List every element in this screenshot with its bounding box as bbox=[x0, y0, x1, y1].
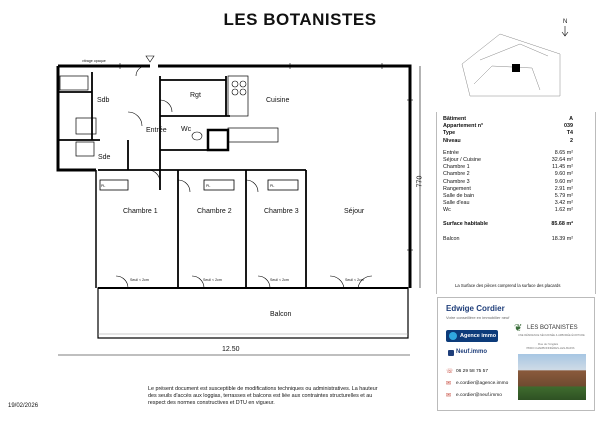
surfaces-table bbox=[443, 150, 573, 215]
brand-address: Rue de l'Anglais bbox=[538, 342, 559, 346]
agence-logo[interactable] bbox=[446, 330, 498, 342]
email-icon: ✉ bbox=[446, 393, 452, 399]
room-chambre1: Chambre 1 bbox=[123, 208, 158, 215]
surface-value: 32.64 m² bbox=[551, 157, 573, 164]
surface-label: Chambre 3 bbox=[443, 178, 470, 185]
neuf-logo[interactable]: Neuf.immo bbox=[456, 349, 488, 355]
room-sde: Sde bbox=[98, 154, 111, 161]
agent-name: Edwige Cordier bbox=[446, 304, 505, 313]
neuf-logo-icon bbox=[448, 350, 454, 356]
agent-email-1[interactable]: e.cordier@agence.immo bbox=[456, 381, 509, 386]
agence-logo-text: Agence immo bbox=[460, 332, 497, 339]
surface-value: 1.62 m² bbox=[554, 207, 573, 214]
brand-tagline: UNE RÉSIDENCE SÉCURISÉE & ARBORÉE ÉCRITURE bbox=[518, 334, 585, 337]
disclaimer: Le présent document est susceptible de modifications techniques ou administratives. La hauteur des seuils d'accès aux loggias, terrasses et balcons est liée aux contraintes structurelles et au respect des normes constructives et DTU en vigueur. bbox=[148, 386, 378, 406]
surface-value: 3.42 m² bbox=[554, 200, 573, 207]
balcon-table bbox=[443, 236, 573, 243]
agence-logo-icon bbox=[449, 332, 457, 340]
room-balcon: Balcon bbox=[270, 311, 292, 318]
surface-label: Wc bbox=[443, 207, 451, 214]
seuil-label: Seuil < 2cm bbox=[270, 278, 289, 282]
dimension-height: 770 bbox=[416, 175, 424, 188]
surface-label: Salle d'eau bbox=[443, 200, 470, 207]
room-sdb: Sdb bbox=[97, 97, 110, 104]
document-date: 19/02/2026 bbox=[8, 403, 39, 409]
type-value: T4 bbox=[566, 130, 573, 137]
room-cuisine: Cuisine bbox=[266, 97, 290, 104]
seuil-label: Seuil < 2cm bbox=[130, 278, 149, 282]
room-chambre3: Chambre 3 bbox=[264, 208, 299, 215]
surface-label: Salle de bain bbox=[443, 193, 475, 200]
surface-value: 8.65 m² bbox=[554, 149, 573, 156]
balcon-label: Balcon bbox=[443, 235, 460, 242]
surface-label: Entrée bbox=[443, 149, 459, 156]
agent-subtitle: Votre conseillère en immobilier neuf bbox=[446, 315, 510, 320]
building-photo bbox=[518, 354, 586, 400]
room-sejour: Séjour bbox=[344, 208, 365, 215]
surface-label: Séjour / Cuisine bbox=[443, 157, 482, 164]
placard-label: PL bbox=[270, 184, 275, 188]
email-icon: ✉ bbox=[446, 381, 452, 387]
surface-value: 5.79 m² bbox=[554, 193, 573, 200]
seuil-label: Seuil < 2cm bbox=[203, 278, 222, 282]
surface-label: Chambre 1 bbox=[443, 164, 470, 171]
agent-email-2[interactable]: e.cordier@neuf.immo bbox=[456, 393, 502, 398]
balcon-value: 18.39 m² bbox=[551, 235, 573, 242]
info-panel bbox=[436, 112, 596, 294]
seuil-label: Seuil < 2cm bbox=[345, 278, 364, 282]
surface-note: La Surface des pièces comprend la surface des placards bbox=[455, 283, 561, 288]
surface-label: Chambre 2 bbox=[443, 171, 470, 178]
habitable-label: Surface habitable bbox=[443, 220, 488, 227]
leaf-icon: ❦ bbox=[514, 323, 523, 334]
habitable-table bbox=[443, 221, 573, 228]
placard-label: PL bbox=[101, 184, 106, 188]
north-label: N bbox=[563, 19, 568, 25]
type-label: Type bbox=[443, 130, 456, 137]
vitrage-note: vitrage opaque bbox=[82, 59, 106, 63]
batiment-value: A bbox=[569, 116, 573, 122]
dimension-width: 12.50 bbox=[222, 346, 240, 353]
niveau-label: Niveau bbox=[443, 137, 461, 144]
habitable-value: 85.68 m² bbox=[551, 220, 573, 227]
surface-label: Rangement bbox=[443, 185, 471, 192]
appartement-value: 039 bbox=[564, 123, 573, 130]
surface-value: 9.60 m² bbox=[554, 178, 573, 185]
phone-icon: ☏ bbox=[446, 369, 454, 375]
appartement-label: Appartement n° bbox=[443, 123, 484, 130]
unit-table bbox=[443, 116, 573, 145]
room-rgt: Rgt bbox=[190, 92, 201, 99]
placard-label: PL bbox=[206, 184, 211, 188]
room-wc: Wc bbox=[181, 126, 192, 133]
surface-value: 11.45 m² bbox=[552, 164, 573, 171]
surface-value: 9.60 m² bbox=[554, 171, 573, 178]
room-entree: Entrée bbox=[146, 127, 167, 134]
agent-phone[interactable]: 06 29 58 75 57 bbox=[456, 369, 489, 374]
page-title: LES BOTANISTES bbox=[223, 10, 377, 29]
contact-card bbox=[437, 297, 595, 411]
brand-city: 78000 CHARBONNIÈRES-LES-BAINS bbox=[526, 346, 575, 350]
batiment-label: Bâtiment bbox=[443, 116, 467, 122]
surface-value: 2.91 m² bbox=[554, 185, 573, 192]
niveau-value: 2 bbox=[570, 137, 573, 144]
room-chambre2: Chambre 2 bbox=[197, 208, 232, 215]
brand-name: LES BOTANISTES bbox=[527, 325, 578, 331]
